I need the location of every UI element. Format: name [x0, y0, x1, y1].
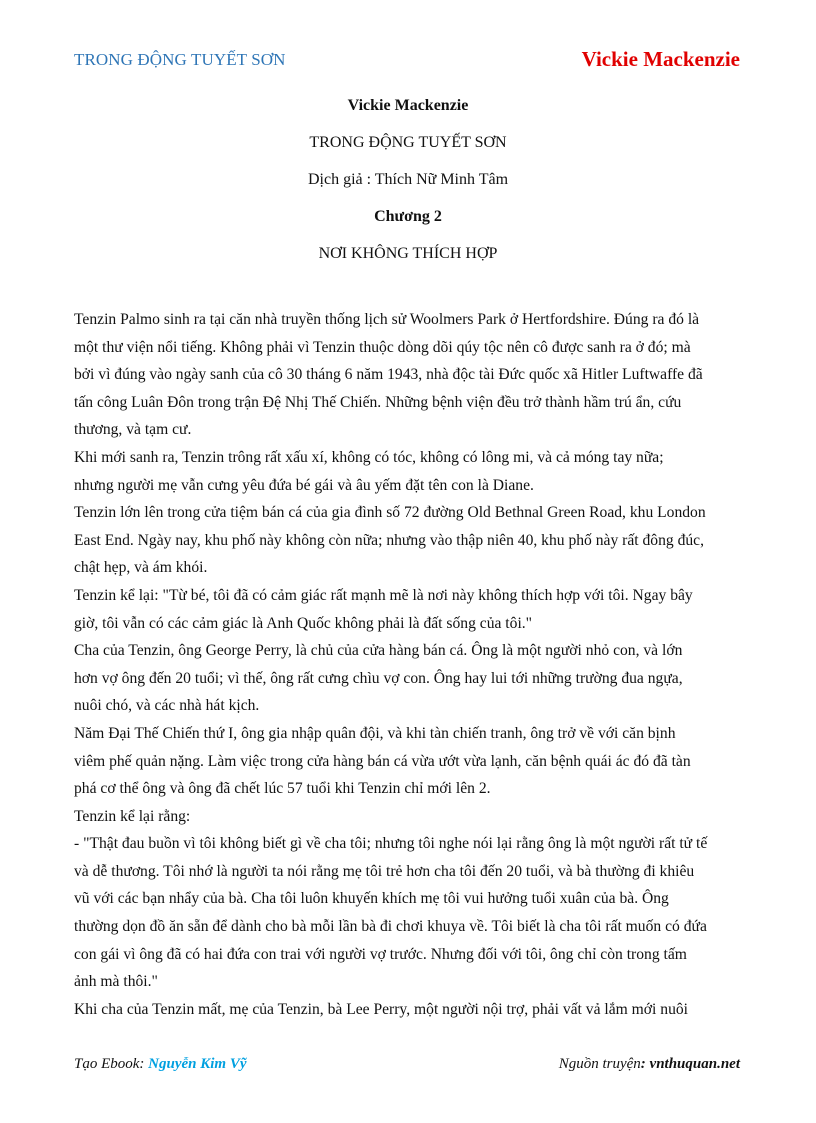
- paragraph: [74, 499, 746, 582]
- footer-source-sep: :: [640, 1056, 650, 1072]
- header-author: Vickie Mackenzie: [581, 47, 740, 71]
- text-line: viêm phế quản nặng. Làm việc trong cửa hàng bán cá vừa ướt vừa lạnh, căn bệnh quái ác đó đã tàn: [74, 752, 691, 770]
- text-line: chật hẹp, và ám khói.: [74, 559, 208, 577]
- text-line: East End. Ngày nay, khu phố này không còn nữa; nhưng vào thập niên 40, khu phố này rất đông đúc,: [74, 531, 704, 549]
- title-book: TRONG ĐỘNG TUYẾT SƠN: [309, 134, 507, 151]
- text-line: Tenzin kể lại rằng:: [74, 807, 191, 825]
- text-line: Tenzin Palmo sinh ra tại căn nhà truyền thống lịch sử Woolmers Park ở Hertfordshire. Đúng ra đó là: [74, 311, 700, 328]
- header-book-title: TRONG ĐỘNG TUYẾT SƠN: [74, 50, 286, 69]
- paragraph: [74, 720, 746, 803]
- text-line: nuôi chó, và các nhà hát kịch.: [74, 697, 260, 715]
- text-line: tấn công Luân Đôn trong trận Đệ Nhị Thế Chiến. Những bệnh viện đều trở thành hầm trú ẩn, cứu: [74, 393, 682, 411]
- title-translator: Dịch giả : Thích Nữ Minh Tâm: [307, 171, 509, 188]
- text-line: nhưng người mẹ vẫn cưng yêu đứa bé gái và âu yếm đặt tên con là Diane.: [74, 476, 534, 494]
- text-line: giờ, tôi vẫn có các cảm giác là Anh Quốc không phải là đất sống của tôi.": [74, 614, 533, 632]
- text-line: Khi mới sanh ra, Tenzin trông rất xấu xí, không có tóc, không có lông mi, và cả móng tay nữa;: [74, 448, 664, 466]
- chapter-title: NƠI KHÔNG THÍCH HỢP: [318, 245, 498, 262]
- paragraph: [74, 830, 746, 996]
- text-line: thương, và tạm cư.: [74, 421, 192, 439]
- paragraph: [74, 803, 746, 831]
- chapter-number: Chương 2: [374, 208, 442, 225]
- footer-source: [559, 1056, 740, 1073]
- text-line: vũ với các bạn nhẩy của bà. Cha tôi luôn khuyến khích mẹ tôi vui hưởng tuổi xuân của bà. Ông: [74, 890, 669, 908]
- text-line: Tenzin kể lại: "Từ bé, tôi đã có cảm giác rất mạnh mẽ là nơi này không thích hợp với tôi. Ngay bây: [74, 586, 693, 604]
- footer-ebook-sep: :: [139, 1056, 149, 1072]
- text-line: - "Thật đau buồn vì tôi không biết gì về cha tôi; nhưng tôi nghe nói lại rằng ông là một người rất tử tế: [74, 835, 708, 853]
- paragraph: [74, 306, 746, 444]
- paragraph: [74, 637, 746, 720]
- text-line: ảnh mà thôi.": [74, 973, 158, 991]
- text-line: Tenzin lớn lên trong cửa tiệm bán cá của gia đình số 72 đường Old Bethnal Green Road, khu London: [74, 504, 706, 522]
- footer-source-site[interactable]: vnthuquan.net: [649, 1056, 740, 1072]
- text-line: con gái vì ông đã có hai đứa con trai với người vợ trước. Nhưng đối với tôi, ông chỉ còn trong tấm: [74, 945, 687, 963]
- text-line: Khi cha của Tenzin mất, mẹ của Tenzin, bà Lee Perry, một người nội trợ, phải vất vả lắm mới nuôi: [74, 1000, 689, 1018]
- footer-source-label: Nguồn truyện: [558, 1056, 641, 1072]
- body-text: [74, 306, 746, 1023]
- title-author: Vickie Mackenzie: [347, 97, 469, 114]
- text-line: Cha của Tenzin, ông George Perry, là chủ của cửa hàng bán cá. Ông là một người nhỏ con, và lớn: [74, 642, 683, 660]
- text-line: hơn vợ ông đến 20 tuổi; vì thế, ông rất cưng chìu vợ con. Ông hay lui tới những trường đua ngựa,: [74, 669, 683, 687]
- footer-ebook-label: Tạo Ebook: [74, 1056, 140, 1072]
- footer-ebook-creator[interactable]: Nguyễn Kim Vỹ: [148, 1056, 247, 1072]
- text-line: phá cơ thể ông và ông đã chết lúc 57 tuổi khi Tenzin chỉ mới lên 2.: [74, 780, 491, 798]
- paragraph: [74, 444, 746, 499]
- text-line: một thư viện nổi tiếng. Không phải vì Tenzin thuộc dòng dõi qúy tộc nên cô được sanh ra ở đó; mà: [74, 338, 691, 356]
- paragraph: [74, 582, 746, 637]
- text-line: và dễ thương. Tôi nhớ là người ta nói rằng mẹ tôi trẻ hơn cha tôi đến 20 tuổi, và bà thường đi khiêu: [74, 862, 695, 880]
- text-line: Năm Đại Thế Chiến thứ I, ông gia nhập quân đội, và khi tàn chiến tranh, ông trở về với căn bịnh: [74, 724, 676, 742]
- text-line: bởi vì đúng vào ngày sanh của cô 30 tháng 6 năm 1943, nhà độc tài Đức quốc xã Hitler Luftwaffe đã: [74, 366, 703, 384]
- footer-ebook-credit: [74, 1056, 247, 1073]
- text-line: thường dọn đồ ăn sẵn để dành cho bà mỗi lần bà đi chơi khuya về. Tôi biết là cha tôi rất muốn có đứa: [74, 918, 707, 936]
- paragraph: [74, 996, 746, 1024]
